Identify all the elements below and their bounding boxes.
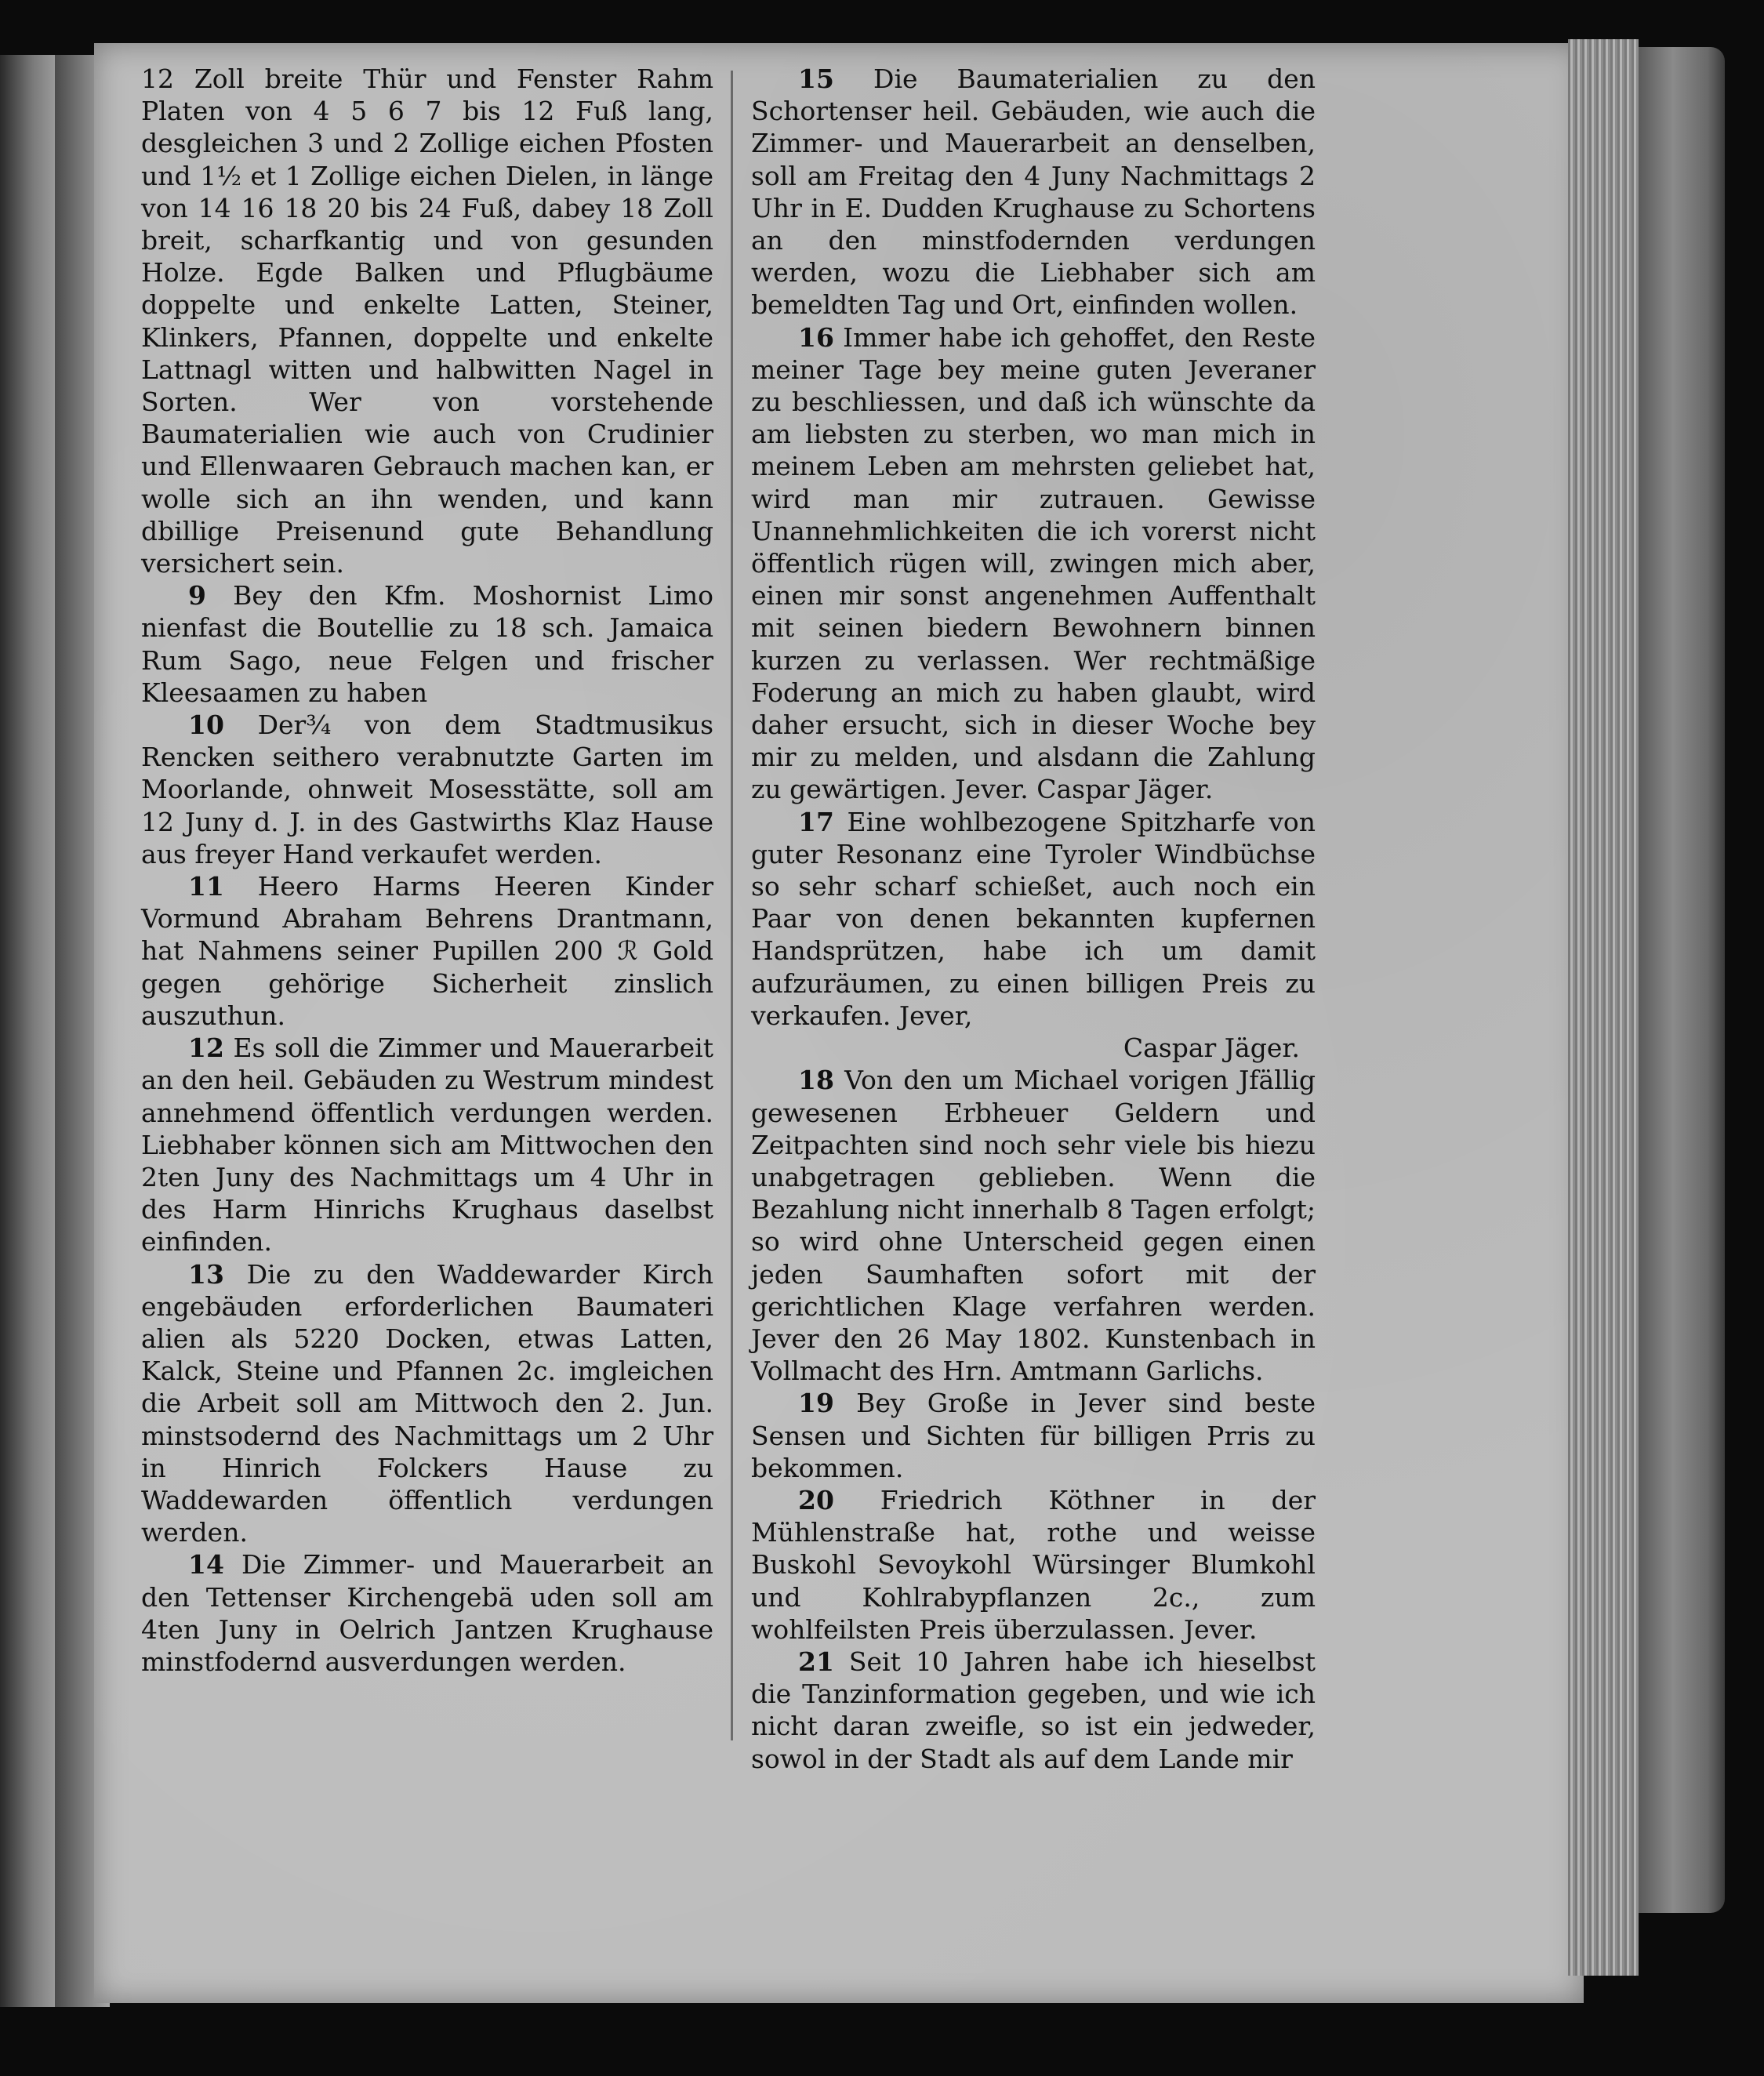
- notice-text: Heero Harms Heeren Kinder Vormund Abraham Behrens Drantmann, hat Nahmens seiner Pupillen 200 ℛ Gold gegen gehörige Sicherheit zinslich auszuthun.: [141, 871, 713, 1031]
- notice-number: 13: [188, 1258, 224, 1290]
- notice-entry: [141, 579, 713, 709]
- notice-entry: [751, 806, 1316, 1032]
- notice-text: Immer habe ich gehoffet, den Reste meiner Tage bey meine guten Jeveraner zu beschliessen, und daß ich wünschte da am liebsten zu sterben, wo man mich in meinem Leben am mehrsten geliebet hat, wird man mir zutrauen. Gewisse Unannehmlichkeiten die ich vorerst nicht öffentlich rügen will, zwingen mich aber, einen mir sonst angenehmen Auffenthalt mit seinen biedern Bewohnern binnen kurzen zu verlassen. Wer rechtmäßige Foderung an mich zu haben glaubt, wird daher ersucht, sich in dieser Woche bey mir zu melden, und alsdann die Zahlung zu gewärtigen. Jever. Caspar Jäger.: [751, 321, 1316, 805]
- notice-number: 9: [188, 580, 206, 612]
- notice-number: 18: [798, 1065, 834, 1096]
- notice-entry: [141, 1548, 713, 1678]
- notice-number: 19: [798, 1388, 834, 1419]
- column-divider: [731, 71, 733, 1740]
- notice-entry: [751, 1646, 1316, 1775]
- notice-text: Der¾ von dem Stadtmusikus Rencken seithero verabnutzte Garten im Moorlande, ohnweit Mosesstätte, soll am 12 Juny d. J. in des Gastwirths Klaz Hause aus freyer Hand verkaufet werden.: [141, 710, 713, 869]
- signature: [751, 1032, 1316, 1064]
- notice-number: 12: [188, 1033, 224, 1064]
- notice-text: Die Zimmer- und Mauerarbeit an den Tettenser Kirchengebä uden soll am 4ten Juny in Oelrich Jantzen Krughause minstfodernd ausverdungen werden.: [141, 1549, 713, 1677]
- facing-page-edge: [0, 55, 55, 2007]
- notice-entry: [141, 709, 713, 870]
- notice-text: Es soll die Zimmer und Mauerarbeit an den heil. Gebäuden zu Westrum mindest annehmend öffentlich verdungen werden. Liebhaber können sich am Mittwochen den 2ten Juny des Nachmittags um 4 Uhr in des Harm Hinrichs Krughaus daselbst einfinden.: [141, 1033, 713, 1258]
- page-stack-edge: [1568, 39, 1639, 1976]
- notice-text: 12 Zoll breite Thür und Fenster Rahm Platen von 4 5 6 7 bis 12 Fuß lang, desgleichen 3 und 2 Zollige eichen Pfosten und 1½ et 1 Zollige eichen Dielen, in länge von 14 16 18 20 bis 24 Fuß, dabey 18 Zoll breit, scharfkantig und von gesunden Holze. Egde Balken und Pflugbäume doppelte und enkelte Latten, Steiner, Klinkers, Pfannen, doppelte und enkelte Lattnagl witten und halbwitten Nagel in Sorten. Wer von vorstehende Baumaterialien wie auch von Crudinier und Ellenwaaren Gebrauch machen kan, er wolle sich an ihn wenden, und kann dbillige Preisenund gute Behandlung versichert sein.: [141, 64, 713, 579]
- notice-entry: [751, 1064, 1316, 1387]
- notice-text: Die zu den Waddewarder Kirch engebäuden erforderlichen Baumateri alien als 5220 Docken, etwas Latten, Kalck, Steine und Pfannen 2c. imgleichen die Arbeit soll am Mittwoch den 2. Jun. minstsodernd des Nachmittags um 2 Uhr in Hinrich Folckers Hause zu Waddewarden öffentlich verdungen werden.: [141, 1258, 713, 1548]
- notice-entry: [751, 1484, 1316, 1646]
- notice-entry: [141, 870, 713, 1032]
- notice-number: 17: [798, 806, 834, 837]
- left-column: [141, 63, 713, 1678]
- notice-text: Bey den Kfm. Moshornist Limo nienfast die Boutellie zu 18 sch. Jamaica Rum Sago, neue Felgen und frischer Kleesaamen zu haben: [141, 580, 713, 708]
- notice-entry: [141, 1032, 713, 1258]
- notice-entry: [141, 1258, 713, 1549]
- notice-number: 10: [188, 710, 224, 741]
- right-column: [751, 63, 1316, 1775]
- notice-number: 14: [188, 1549, 224, 1581]
- notice-entry: [751, 1387, 1316, 1484]
- notice-text: Bey Große in Jever sind beste Sensen und Sichten für billigen Prris zu bekommen.: [751, 1388, 1316, 1483]
- notice-entry: [751, 321, 1316, 806]
- notice-text: Friedrich Köthner in der Mühlenstraße hat, rothe und weisse Buskohl Sevoykohl Würsinger Blumkohl und Kohlrabypflanzen 2c., zum wohlfeilsten Preis überzulassen. Jever.: [751, 1484, 1316, 1645]
- notice-number: 21: [798, 1646, 834, 1677]
- notice-entry: [751, 63, 1316, 321]
- notice-number: 16: [798, 321, 834, 353]
- notice-text: Von den um Michael vorigen Jfällig gewesenen Erbheuer Geldern und Zeitpachten sind noch sehr viele bis hiezu unabgetragen geblieben. Wenn die Bezahlung nicht innerhalb 8 Tagen erfolgt; so wird ohne Unterscheid gegen einen jeden Saumhaften sofort mit der gerichtlichen Klage verfahren werden. Jever den 26 May 1802. Kunstenbach in Vollmacht des Hrn. Amtmann Garlichs.: [751, 1065, 1316, 1387]
- notice-entry: [141, 63, 713, 579]
- notice-number: 11: [188, 871, 224, 902]
- notice-text: Caspar Jäger.: [1123, 1033, 1300, 1064]
- notice-number: 20: [798, 1484, 834, 1515]
- book-cover-edge: [1639, 47, 1725, 1913]
- notice-text: Eine wohlbezogene Spitzharfe von guter Resonanz eine Tyroler Windbüchse so sehr scharf schießet, auch noch ein Paar von denen bekannten kupfernen Handsprützen, habe ich um damit aufzuräumen, zu einen billigen Preis zu verkaufen. Jever,: [751, 806, 1316, 1031]
- notice-text: Die Baumaterialien zu den Schortenser heil. Gebäuden, wie auch die Zimmer- und Mauerarbeit an denselben, soll am Freitag den 4 Juny Nachmittags 2 Uhr in E. Dudden Krughause zu Schortens an den minstfodernden verdungen werden, wozu die Liebhaber sich am bemeldten Tag und Ort, einfinden wollen.: [751, 64, 1316, 321]
- notice-text: Seit 10 Jahren habe ich hieselbst die Tanzinformation gegeben, und wie ich nicht daran zweifle, so ist ein jedweder, sowol in der Stadt als auf dem Lande mir: [751, 1646, 1316, 1774]
- notice-number: 15: [798, 64, 834, 94]
